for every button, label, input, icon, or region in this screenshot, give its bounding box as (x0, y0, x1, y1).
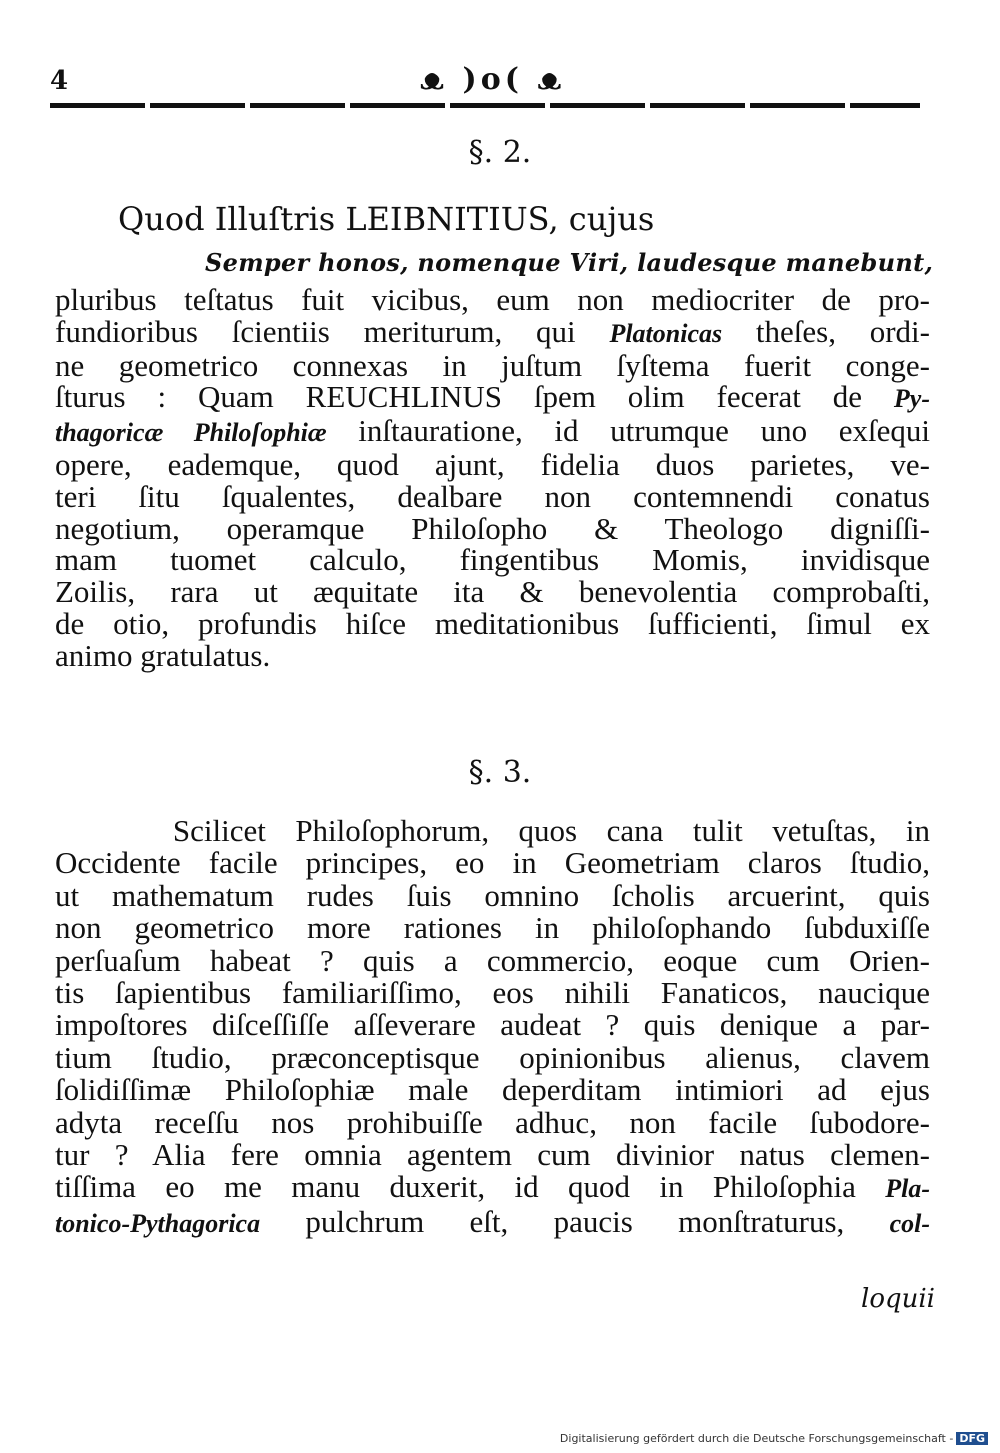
digitization-footer (560, 1432, 988, 1445)
text-line: tiſſima eo me manu duxerit, id quod in Philoſophia Pla- (55, 1169, 930, 1205)
text-line: fundioribus ſcientiis meriturum, qui Platonicas theſes, ordi- (55, 313, 930, 349)
dfg-logo: DFG (956, 1432, 988, 1445)
text-line: opere, eademque, quod ajunt, fidelia duos parietes, ve- (55, 446, 930, 482)
text-line: tonico-Pythagorica pulchrum eſt, paucis monſtraturus, col- (55, 1203, 930, 1239)
text-line: negotium, operamque Philoſopho & Theologo digniſſi- (55, 510, 930, 546)
text-line: perſuaſum habeat ? quis a commercio, eoque cum Orien- (55, 942, 930, 978)
text-line: Occidente facile principes, eo in Geometriam claros ſtudio, (55, 845, 930, 881)
section-2-paragraph (55, 284, 930, 672)
text-line: mam tuomet calculo, fingentibus Momis, invidisque (55, 542, 930, 578)
header-rule (50, 103, 920, 108)
text-line: animo gratulatus. (55, 637, 271, 673)
footer-text: Digitalisierung gefördert durch die Deutsche Forschungsgemeinschaft - (559, 1432, 954, 1445)
text-line: ſturus : Quam REUCHLINUS ſpem olim fecerat de Py- (55, 379, 930, 415)
text-line: tur ? Alia fere omnia agentem cum divinior natus clemen- (55, 1137, 930, 1173)
text-line: non geometrico more rationes in philoſophando ſubduxiſſe (55, 910, 930, 946)
catchword: loquii (861, 1284, 935, 1314)
section-2-lead: Quod Illuſtris LEIBNITIUS, cujus (118, 200, 655, 238)
text-line: de otio, profundis hiſce meditationibus ſufficienti, ſimul ex (55, 605, 930, 641)
text-line: Scilicet Philoſophorum, quos cana tulit vetuſtas, in (55, 813, 930, 848)
text-line: ne geometrico connexas in juſtum ſyſtema fuerit conge- (55, 347, 930, 383)
section-2-heading: §. 2. (468, 135, 532, 170)
text-line: tis ſapientibus familiariſſimo, eos nihili Fanaticos, naucique (55, 975, 930, 1011)
header-ornament: ᴥ )o( ᴥ (420, 62, 566, 97)
section-3-paragraph (55, 815, 930, 1240)
text-line: thagoricæ Philoſophiæ inſtauratione, id utrumque uno exſequi (55, 413, 930, 449)
text-line: teri ſitu ſqualentes, dealbare non contemnendi conatus (55, 478, 930, 514)
text-line: impoſtores diſceſſiſſe aſſeverare audeat ? quis denique a par- (55, 1007, 930, 1043)
text-line: tium ſtudio, præconceptisque opinionibus alienus, clavem (55, 1039, 930, 1075)
text-line: ut mathematum rudes ſuis omnino ſcholis arcuerint, quis (55, 877, 930, 913)
section-2-verse: Semper honos, nomenque Viri, laudesque manebunt, (205, 248, 934, 277)
page-number: 4 (50, 66, 69, 96)
text-line: pluribus teſtatus fuit vicibus, eum non mediocriter de pro- (55, 282, 930, 317)
text-line: adyta receſſu nos prohibuiſſe adhuc, non facile ſubodore- (55, 1104, 930, 1140)
text-line: ſolidiſſimæ Philoſophiæ male deperditam intimiori ad ejus (55, 1072, 930, 1108)
section-3-heading: §. 3. (468, 755, 532, 790)
running-header (50, 62, 930, 102)
text-line: Zoilis, rara ut æquitate ita & benevolentia comprobaſti, (55, 574, 930, 610)
